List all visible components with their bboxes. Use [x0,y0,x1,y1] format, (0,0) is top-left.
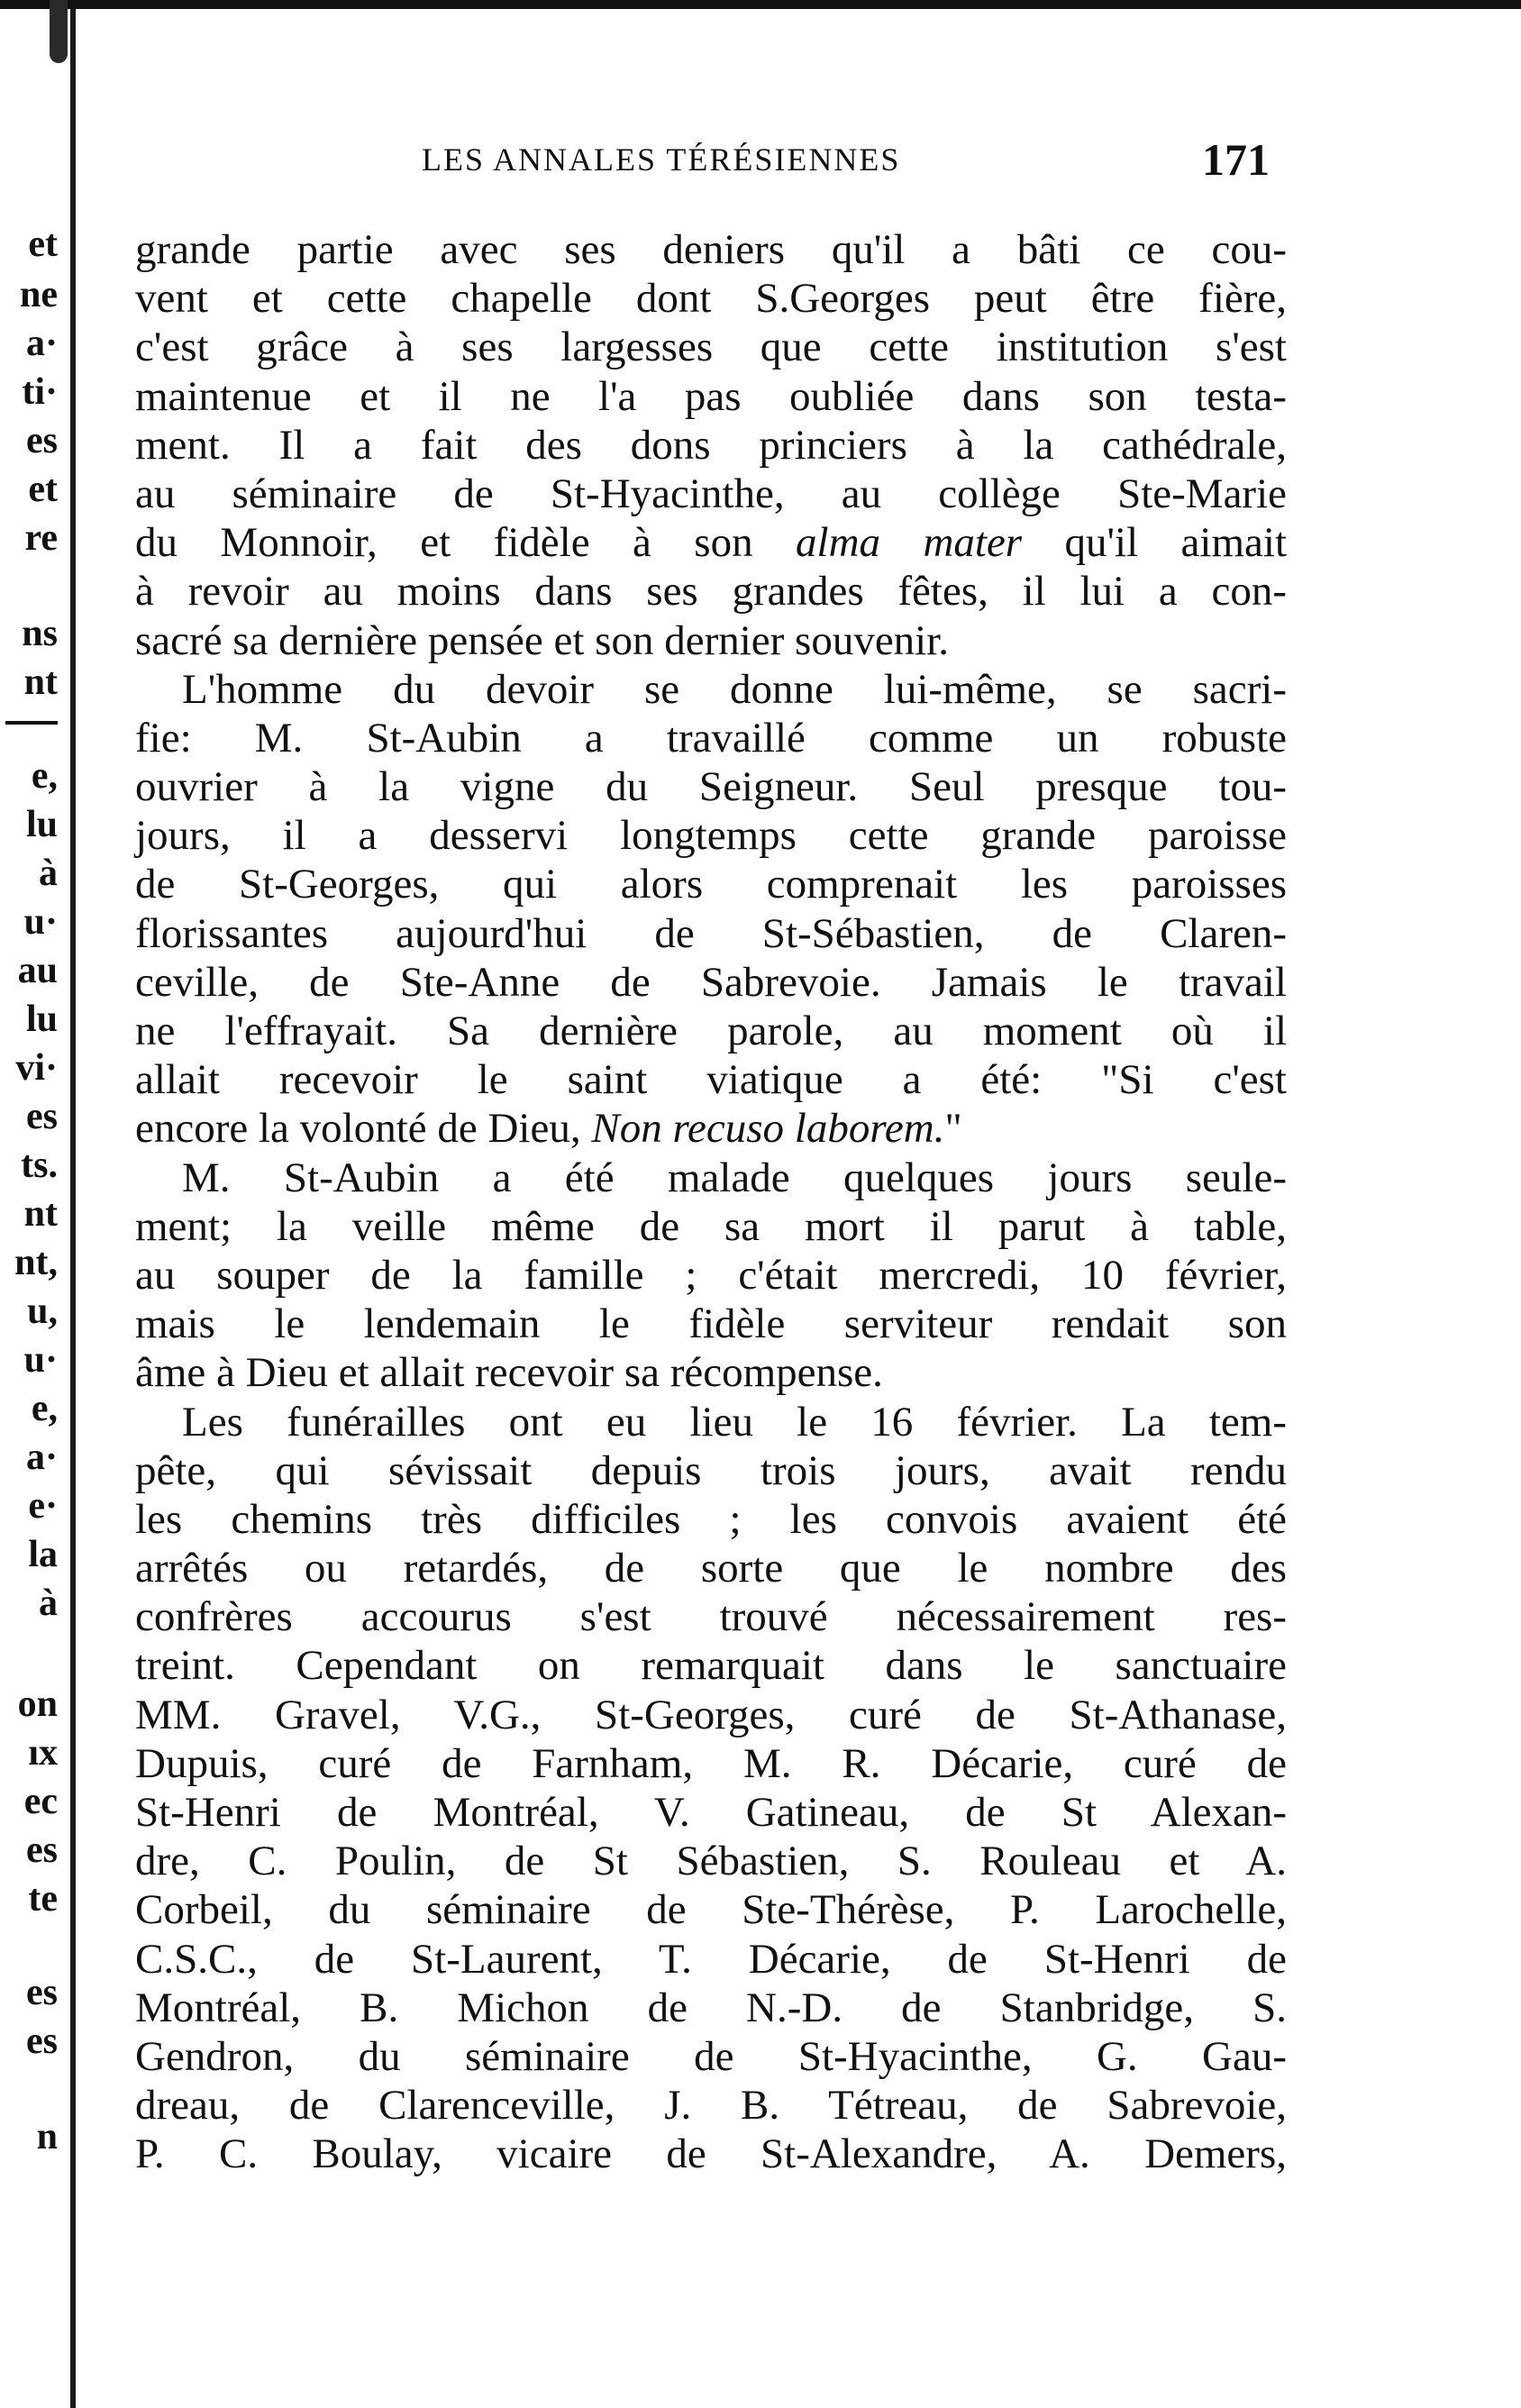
top-rule [0,0,1521,9]
margin-fragment: nt, [14,1242,58,1283]
text-line [135,323,1287,371]
text-line [135,1691,1287,1739]
text-line [135,518,1287,567]
text-run: Corbeil, du séminaire de Ste-Thérèse, P. Larochelle, [135,1886,1287,1934]
text-run: encore la volonté de Dieu, [135,1105,592,1153]
text-run: M. St-Aubin a été malade quelques jours seule- [182,1154,1287,1201]
margin-fragment: es [26,2020,58,2062]
text-run: " [944,1105,962,1153]
text-line [135,372,1287,421]
text-line [135,1592,1287,1641]
margin-fragment: u· [23,901,58,943]
margin-fragment: e, [31,755,58,797]
margin-fragment: u, [27,1291,58,1332]
margin-fragment: te [28,1878,58,1920]
margin-fragment: a· [25,1437,58,1478]
margin-fragment: vi· [15,1047,58,1089]
margin-fragment: lu [25,804,58,845]
margin-fragment: lu [25,999,58,1040]
margin-fragment: e, [31,1388,58,1429]
text-run: Gendron, du séminaire de St-Hyacinthe, G. Gau- [135,2032,1287,2080]
text-line [135,1398,1287,1446]
margin-fragment: re [24,517,58,559]
text-line [135,567,1287,616]
text-run: P. C. Boulay, vicaire de St-Alexandre, A. Demers, [135,2130,1287,2178]
margin-fragment: n [36,2116,58,2157]
text-run: âme à Dieu et allait recevoir sa récompense. [135,1349,883,1397]
margin-fragment: e· [28,1485,58,1527]
text-line [135,470,1287,518]
margin-fragment: es [26,1972,58,2013]
margin-fragment: nt [23,1193,58,1235]
text-line [135,1885,1287,1934]
text-line [135,1935,1287,1984]
text-line [135,909,1287,958]
margin-fragment: ne [20,274,58,315]
text-run: sacré sa dernière pensée et son dernier souvenir. [135,616,950,664]
facing-page-margin [0,225,65,2208]
text-line [135,1104,1287,1153]
gutter-speck [50,0,68,63]
text-line [135,274,1287,323]
text-run: de St-Georges, qui alors comprenait les paroisses [135,861,1287,908]
margin-fragment: et [28,469,58,510]
margin-fragment: ts. [21,1145,58,1186]
text-run: les chemins très difficiles ; les convois avaient été [135,1495,1287,1543]
text-line [135,2130,1287,2178]
text-run: Les funérailles ont eu lieu le 16 février. La tem- [182,1398,1287,1446]
text-line [135,1202,1287,1251]
text-line [135,1348,1287,1397]
running-head [422,133,1287,187]
text-run: confrères accourus s'est trouvé nécessairement res- [135,1593,1287,1641]
margin-fragment: ıx [28,1732,58,1774]
text-run: Montréal, B. Michon de N.-D. de Stanbridge, S. [135,1984,1287,2031]
margin-fragment: la [28,1534,58,1575]
text-run: florissantes aujourd'hui de St-Sébastien, de Claren- [135,909,1287,957]
text-line [135,1837,1287,1885]
text-run: maintenue et il ne l'a pas oubliée dans son testa- [135,372,1287,420]
text-line [135,665,1287,714]
text-line [135,860,1287,908]
text-run: au séminaire de St-Hyacinthe, au collège Ste-Marie [135,470,1287,517]
margin-fragment: ec [23,1781,58,1822]
body-text [135,225,1287,2179]
text-run: grande partie avec ses deniers qu'il a bâti ce cou- [135,226,1287,273]
margin-fragment: au [17,950,58,991]
text-run: ne l'effrayait. Sa dernière parole, au moment où il [135,1008,1287,1054]
margin-fragment: ti· [22,371,58,413]
text-run: au souper de la famille ; c'était mercredi, 10 février, [135,1251,1287,1299]
text-run: fie: M. St-Aubin a travaillé comme un robuste [135,714,1287,762]
page-number: 171 [1202,134,1270,185]
text-run: mais le lendemain le fidèle serviteur rendait son [135,1300,1287,1348]
text-line [135,1446,1287,1495]
text-run: ment; la veille même de sa mort il parut à table, [135,1202,1287,1250]
text-run: du Monnoir, et fidèle à son [135,519,797,567]
text-line [135,958,1287,1007]
margin-dash [5,721,58,725]
text-run: dreau, de Clarenceville, J. B. Tétreau, de Sabrevoie, [135,2082,1287,2130]
text-run: treint. Cependant on remarquait dans le sanctuaire [135,1642,1287,1690]
text-line [135,1544,1287,1592]
text-run: dre, C. Poulin, de St Sébastien, S. Rouleau et A. [135,1838,1287,1885]
text-line [135,1007,1287,1055]
margin-fragment: et [28,225,58,265]
text-line [135,811,1287,860]
text-line [135,714,1287,762]
margin-fragment: à [39,853,58,894]
text-line [135,616,1287,665]
running-title: LES ANNALES TÉRÉSIENNES [422,141,901,178]
text-line [135,2081,1287,2130]
text-line [135,762,1287,811]
text-line [135,1984,1287,2032]
gutter-line [70,9,76,2408]
text-line [135,1788,1287,1837]
text-run: qu'il aimait [1022,519,1288,567]
text-line [135,1300,1287,1348]
text-line [135,1154,1287,1202]
margin-fragment: à [39,1583,58,1624]
text-run: à revoir au moins dans ses grandes fêtes, il lui a con- [135,568,1287,616]
text-run: ceville, de Ste-Anne de Sabrevoie. Jamais le travail [135,958,1287,1006]
text-run: ment. Il a fait des dons princiers à la cathédrale, [135,421,1287,469]
text-run: MM. Gravel, V.G., St-Georges, curé de St-Athanase, [135,1691,1287,1738]
text-line [135,1055,1287,1104]
margin-fragment: on [17,1683,58,1725]
text-run: St-Henri de Montréal, V. Gatineau, de St Alexan- [135,1789,1287,1836]
text-run: allait recevoir le saint viatique a été: "Si c'est [135,1056,1287,1104]
margin-fragment: nt [23,661,58,703]
text-line [135,225,1287,274]
margin-fragment: es [26,1829,58,1871]
text-line [135,1739,1287,1788]
margin-fragment: es [26,1096,58,1137]
text-run: Dupuis, curé de Farnham, M. R. Décarie, curé de [135,1739,1287,1787]
text-run: c'est grâce à ses largesses que cette institution s'est [135,324,1287,371]
text-line [135,1495,1287,1544]
text-run: C.S.C., de St-Laurent, T. Décarie, de St-Henri de [135,1935,1287,1983]
text-line [135,421,1287,470]
text-run: L'homme du devoir se donne lui-même, se sacri- [182,665,1287,713]
text-line [135,2032,1287,2081]
text-run: pête, qui sévissait depuis trois jours, avait rendu [135,1446,1287,1494]
text-run: jours, il a desservi longtemps cette grande paroisse [135,812,1287,860]
margin-fragment: a· [25,323,58,364]
text-run: arrêtés ou retardés, de sorte que le nombre des [135,1545,1287,1592]
margin-fragment: u· [23,1339,58,1381]
text-run: vent et cette chapelle dont S.Georges peut être fière, [135,275,1287,323]
text-line [135,1251,1287,1300]
italic-phrase: Non recuso laborem. [591,1105,945,1153]
text-line [135,1641,1287,1690]
margin-fragment: ns [22,613,58,654]
italic-phrase: alma mater [796,519,1023,567]
margin-fragment: es [26,420,58,461]
text-run: ouvrier à la vigne du Seigneur. Seul presque tou- [135,763,1287,811]
